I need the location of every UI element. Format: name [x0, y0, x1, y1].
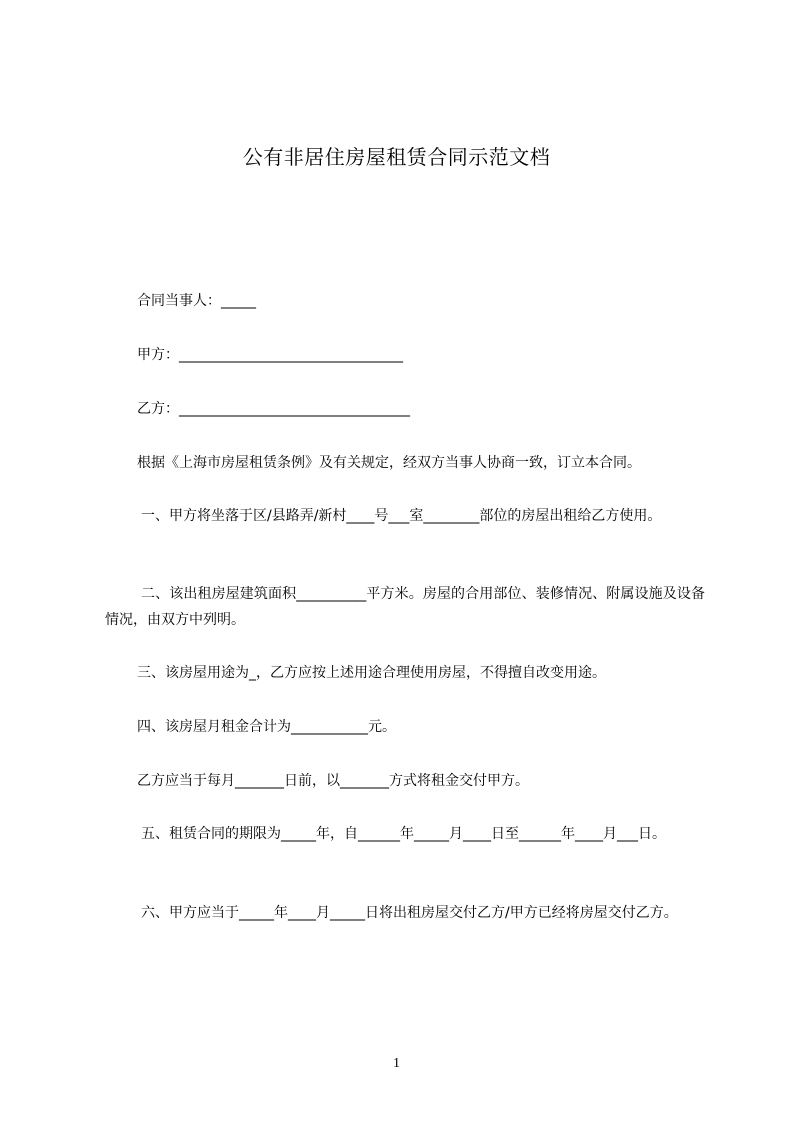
party-a-line: 甲方：________________________________	[137, 347, 403, 363]
clause-4-paragraph: 四、该房屋月租金合计为___________元。	[137, 719, 396, 735]
party-b-line: 乙方：_________________________________	[137, 401, 410, 417]
preamble-paragraph: 根据《上海市房屋租赁条例》及有关规定，经双方当事人协商一致，订立本合同。	[137, 455, 641, 471]
clause-3-paragraph: 三、该房屋用途为_，乙方应按上述用途合理使用房屋，不得擅自改变用途。	[137, 665, 606, 681]
document-title: 公有非居住房屋租赁合同示范文档	[242, 145, 551, 169]
clause-5-paragraph: 五、租赁合同的期限为_____年，自______年_____月____日至______年____月___日。	[141, 826, 666, 842]
clause-6-paragraph: 六、甲方应当于_____年____月_____日将出租房屋交付乙方/甲方已经将房屋交付乙方。	[141, 905, 678, 921]
party-label: 合同当事人：_____	[137, 293, 256, 309]
rent-payment-paragraph: 乙方应当于每月_______日前，以_______方式将租金交付甲方。	[137, 773, 529, 789]
clause-2-paragraph: 二、该出租房屋建筑面积__________平方米。房屋的合用部位、装修情况、附属设施及设备情况，由双方中列明。	[105, 586, 705, 628]
clause-1-paragraph: 一、甲方将坐落于区/县路弄/新村____号___室________部位的房屋出租给乙方使用。	[141, 508, 662, 524]
page-number: 1	[393, 1056, 400, 1071]
